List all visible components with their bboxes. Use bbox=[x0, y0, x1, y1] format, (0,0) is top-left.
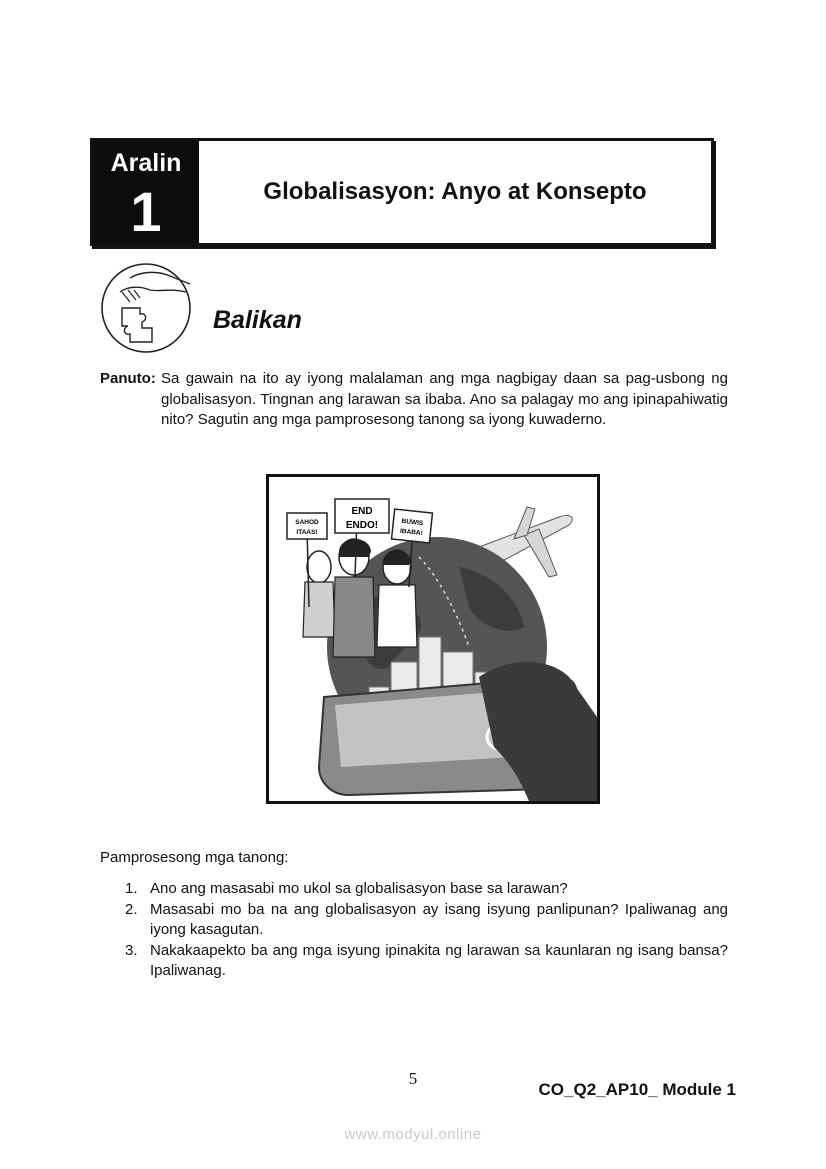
sign-end: END bbox=[351, 506, 373, 517]
lesson-title: Globalisasyon: Anyo at Konsepto bbox=[263, 178, 647, 205]
question-text: Ano ang masasabi mo ukol sa globalisasyon base sa larawan? bbox=[150, 880, 568, 897]
module-code: CO_Q2_AP10_ Module 1 bbox=[538, 1080, 736, 1099]
questions-list bbox=[100, 879, 728, 982]
sign-itaas: ITAAS! bbox=[296, 529, 318, 536]
instructions-label: Panuto: bbox=[100, 370, 156, 387]
list-item bbox=[100, 900, 728, 941]
list-item bbox=[100, 879, 728, 900]
watermark: www.modyul.online bbox=[344, 1126, 482, 1143]
sign-buwis: BUWIS bbox=[401, 517, 424, 528]
illustration-svg bbox=[269, 477, 597, 801]
question-text: Masasabi mo ba na ang globalisasyon ay isang isyung panlipunan? Ipaliwanag ang iyong kasagutan. bbox=[150, 900, 728, 938]
question-number: 2. bbox=[125, 900, 138, 918]
question-text: Nakakaapekto ba ang mga isyung ipinakita ng larawan sa kaunlaran ng isang bansa? Ipaliwanag. bbox=[150, 941, 728, 979]
globalization-illustration bbox=[266, 474, 600, 804]
lesson-label: Aralin bbox=[110, 149, 182, 177]
sign-ibaba: IBABA! bbox=[399, 527, 423, 538]
section-title: Balikan bbox=[213, 306, 302, 334]
question-number: 3. bbox=[125, 941, 138, 959]
question-number: 1. bbox=[125, 880, 138, 897]
questions-intro: Pamprosesong mga tanong: bbox=[100, 849, 289, 866]
protest-signs bbox=[287, 499, 432, 543]
instructions bbox=[100, 369, 728, 431]
instructions-text: Sa gawain na ito ay iyong malalaman ang mga nagbigay daan sa pag-usbong ng globalisasyon. Tingnan ang larawan sa ibaba. Ano sa palagay mo ang ipinapahiwatig nito? Sagutin ang mga pamprosesong tanong sa iyong kuwaderno. bbox=[161, 370, 728, 428]
sign-endo: ENDO! bbox=[345, 520, 379, 531]
sign-sahod: SAHOD bbox=[295, 519, 319, 526]
lesson-number: 1 bbox=[130, 180, 162, 243]
list-item bbox=[100, 941, 728, 982]
page-number: 5 bbox=[408, 1069, 418, 1088]
lesson-badge bbox=[93, 141, 199, 243]
lesson-header bbox=[90, 138, 714, 246]
puzzle-hand-icon bbox=[100, 262, 192, 354]
